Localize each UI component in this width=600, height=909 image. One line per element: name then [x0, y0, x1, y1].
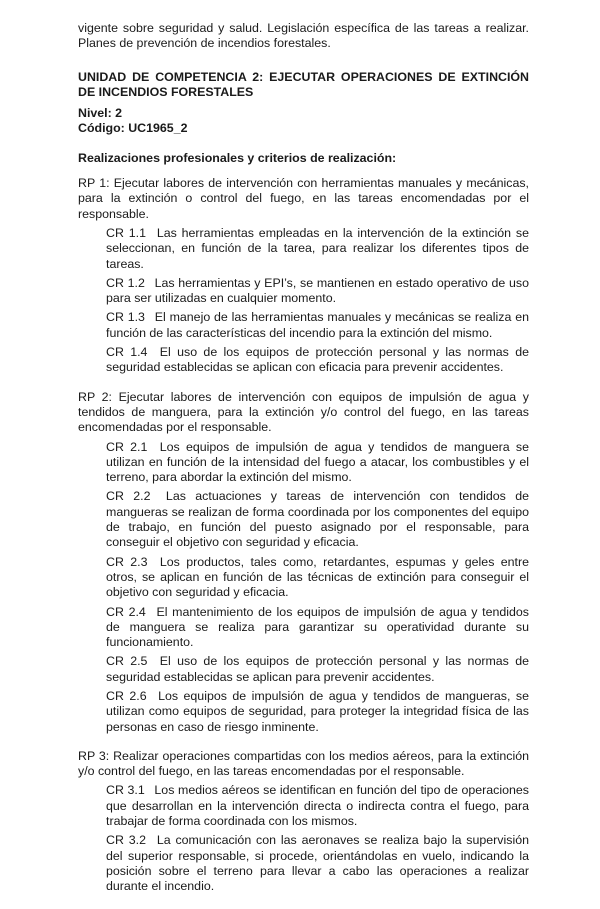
cr-code: CR 2.3 [106, 554, 148, 569]
cr-item [106, 833, 529, 894]
unit-code: Código: UC1965_2 [78, 121, 188, 136]
cr-item [106, 440, 529, 486]
cr-item [106, 276, 529, 307]
cr-text: El manejo de las herramientas manuales y mecánicas se realiza en función de las características del incendio para la extinción del mismo. [106, 310, 529, 340]
rp-block-3 [78, 749, 529, 895]
cr-text: La comunicación con las aeronaves se realiza bajo la supervisión del superior responsable, si procede, orientándolas en vuelo, indicando la posición sobre el terreno para llevar a cabo las operaciones a realizar durante el incendio. [106, 833, 529, 894]
cr-code: CR 2.2 [106, 489, 151, 504]
cr-code: CR 2.5 [106, 654, 148, 669]
cr-code: CR 3.2 [106, 833, 146, 848]
cr-code: CR 2.6 [106, 688, 147, 703]
cr-item [106, 555, 529, 601]
cr-text: El uso de los equipos de protección personal y las normas de seguridad establecidas se aplican para prevenir accidentes. [106, 654, 529, 684]
cr-item [106, 783, 529, 829]
cr-code: CR 3.1 [106, 783, 145, 798]
cr-item [106, 226, 529, 272]
cr-code: CR 1.4 [106, 345, 148, 360]
cr-item [106, 489, 529, 550]
cr-text: Las actuaciones y tareas de intervención con tendidos de mangueras se realizan de forma coordinada por los componentes del equipo de trabajo, en función del puesto asignado por el responsable, para conseguir el objetivo con seguridad y eficacia. [106, 489, 529, 550]
rp-text: RP 2: Ejecutar labores de intervención con equipos de impulsión de agua y tendidos de manguera, para la extinción y/o control del fuego, en las tareas encomendadas por el responsable. [78, 389, 529, 435]
cr-text: Los medios aéreos se identifican en función del tipo de operaciones que desarrollan en la intervención directa o indirecta contra el fuego, para trabajar de forma coordinada con los mismos. [106, 783, 529, 829]
intro-paragraph: vigente sobre seguridad y salud. Legislación específica de las tareas a realizar. Planes de prevención de incendios forestales. [78, 21, 529, 51]
rp-text: RP 3: Realizar operaciones compartidas con los medios aéreos, para la extinción y/o control del fuego, en las tareas encomendadas por el responsable. [78, 748, 529, 779]
unit-level: Nivel: 2 [78, 106, 123, 121]
document-page [78, 21, 529, 909]
cr-text: El mantenimiento de los equipos de impulsión de agua y tendidos de manguera se realiza para garantizar su operatividad durante su funcionamiento. [106, 604, 529, 650]
cr-text: Los productos, tales como, retardantes, espumas y geles entre otros, se aplican en función de las técnicas de extinción para conseguir el objetivo con seguridad y eficacia. [106, 554, 529, 600]
section-heading: Realizaciones profesionales y criterios de realización: [78, 150, 397, 165]
cr-item [106, 345, 529, 376]
cr-item [106, 310, 529, 341]
cr-text: Las herramientas y EPI’s, se mantienen en estado operativo de uso para ser utilizadas en cualquier momento. [106, 275, 529, 306]
cr-code: CR 2.4 [106, 604, 146, 619]
cr-text: Las herramientas empleadas en la intervención de la extinción se seleccionan, en función de la tarea, para realizar los diferentes tipos de tareas. [106, 225, 529, 271]
rp-block-2 [78, 390, 529, 735]
cr-code: CR 1.1 [106, 225, 146, 240]
unit-title: UNIDAD DE COMPETENCIA 2: EJECUTAR OPERACIONES DE EXTINCIÓN DE INCENDIOS FORESTALES [78, 69, 529, 99]
cr-item [106, 689, 529, 735]
cr-code: CR 1.2 [106, 275, 145, 290]
cr-code: CR 1.3 [106, 310, 145, 325]
cr-item [106, 605, 529, 651]
rp-text: RP 1: Ejecutar labores de intervención con herramientas manuales y mecánicas, para la extinción o control del fuego, en las tareas encomendadas por el responsable. [78, 176, 529, 221]
cr-text: El uso de los equipos de protección personal y las normas de seguridad establecidas se aplican con eficacia para prevenir accidentes. [106, 345, 529, 375]
cr-item [106, 654, 529, 685]
cr-text: Los equipos de impulsión de agua y tendidos de mangueras, se utilizan como equipos de seguridad, para proteger la integridad física de las personas en caso de riesgo inminente. [106, 688, 529, 734]
rp-block-1 [78, 176, 529, 376]
cr-text: Los equipos de impulsión de agua y tendidos de manguera se utilizan en función de la intensidad del fuego a atacar, los combustibles y el terreno, para abordar la extinción del mismo. [106, 439, 529, 485]
cr-code: CR 2.1 [106, 439, 148, 454]
